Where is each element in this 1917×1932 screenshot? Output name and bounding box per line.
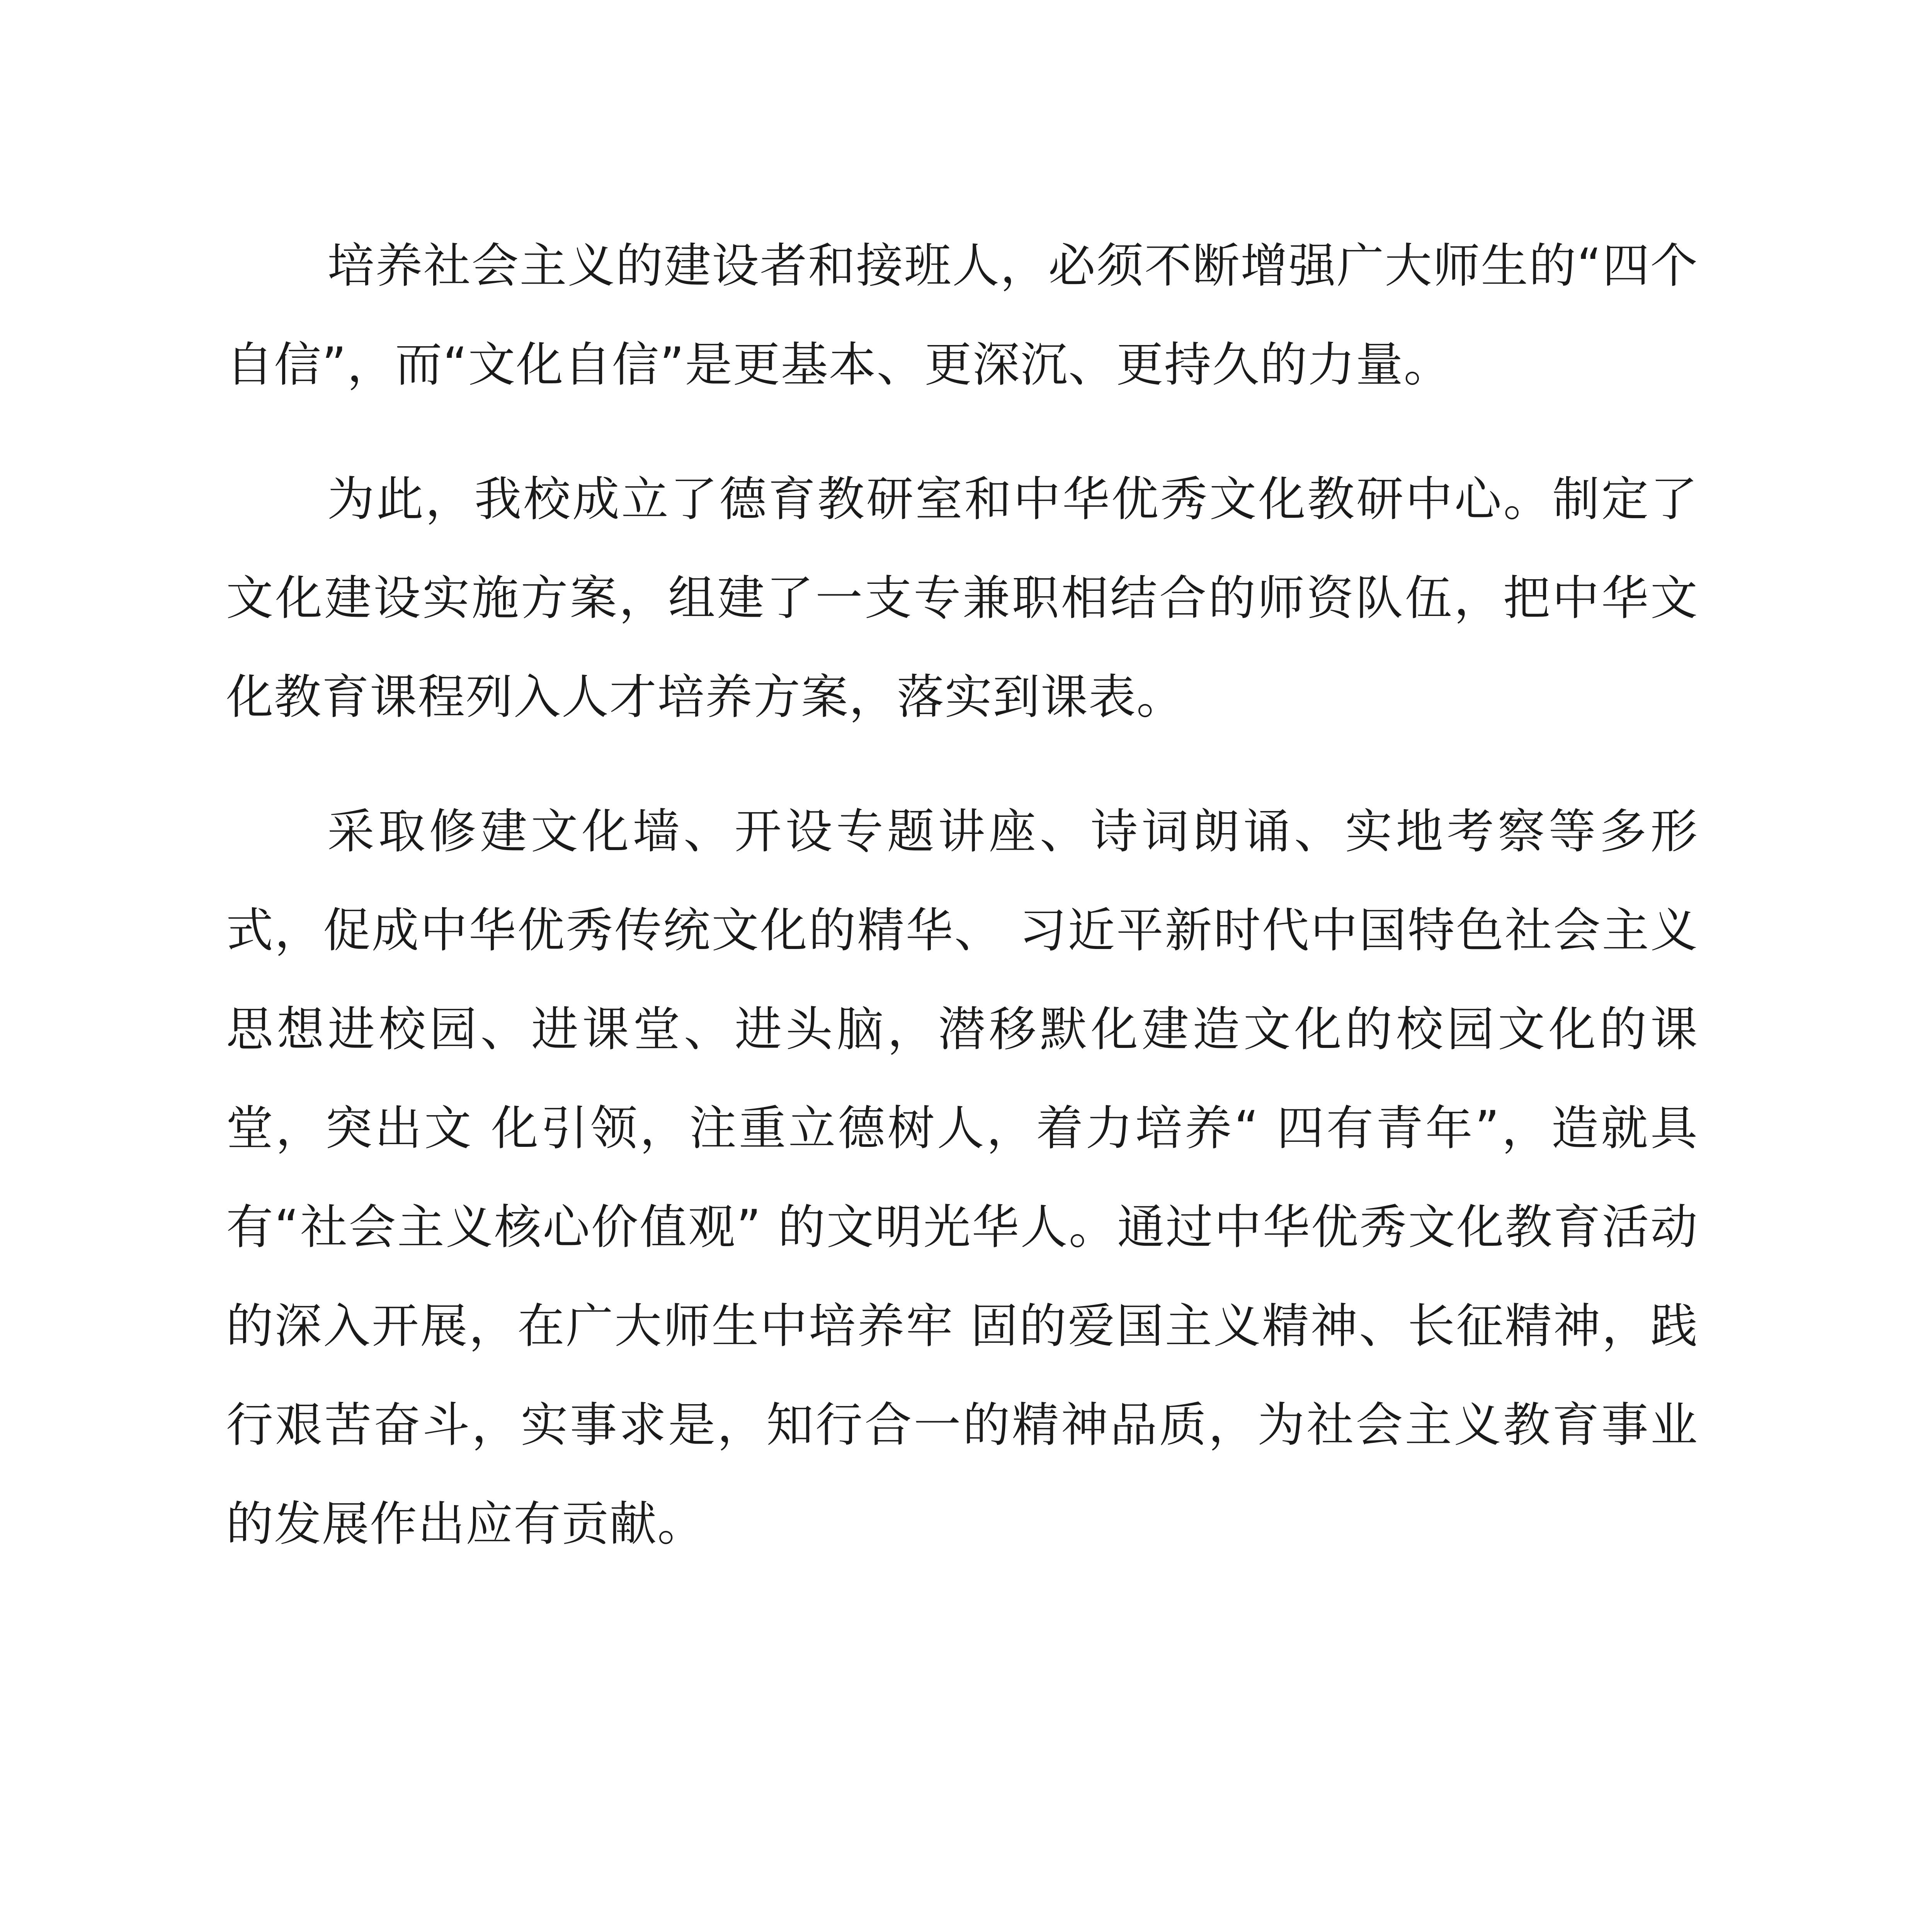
paragraph-1: 培养社会主义的建设者和接班人，必须不断增强广大师生的“四个自信”，而“文化自信”是更基本、更深沉、更持久的力量。 <box>226 238 1698 392</box>
paragraph-3: 采取修建文化墙、开设专题讲座、诗词朗诵、实地考察等多形式，促成中华优秀传统文化的精华、 习近平新时代中国特色社会主义思想进校园、进课堂、进头脑，潜移默化建造文化的校园文化的课堂，突出文 化引领，注重立德树人，着力培养“ 四有青年”，造就具有“社会主义核心价值观” 的文明光华人。通过中华优秀文化教育活动的深入开展，在广大师生中培养牢 固的爱国主义精神、长征精神，践行艰苦奋斗，实事求是，知行合一的精神品质，为社会主义教育事业的发展作出应有贡献。 <box>226 804 1698 1551</box>
document-body <box>226 216 1698 1609</box>
paragraph-2: 为此，我校成立了德育教研室和中华优秀文化教研中心。制定了文化建设实施方案，组建了一支专兼职相结合的师资队伍，把中华文化教育课程列入人才培养方案，落实到课表。 <box>226 472 1698 724</box>
